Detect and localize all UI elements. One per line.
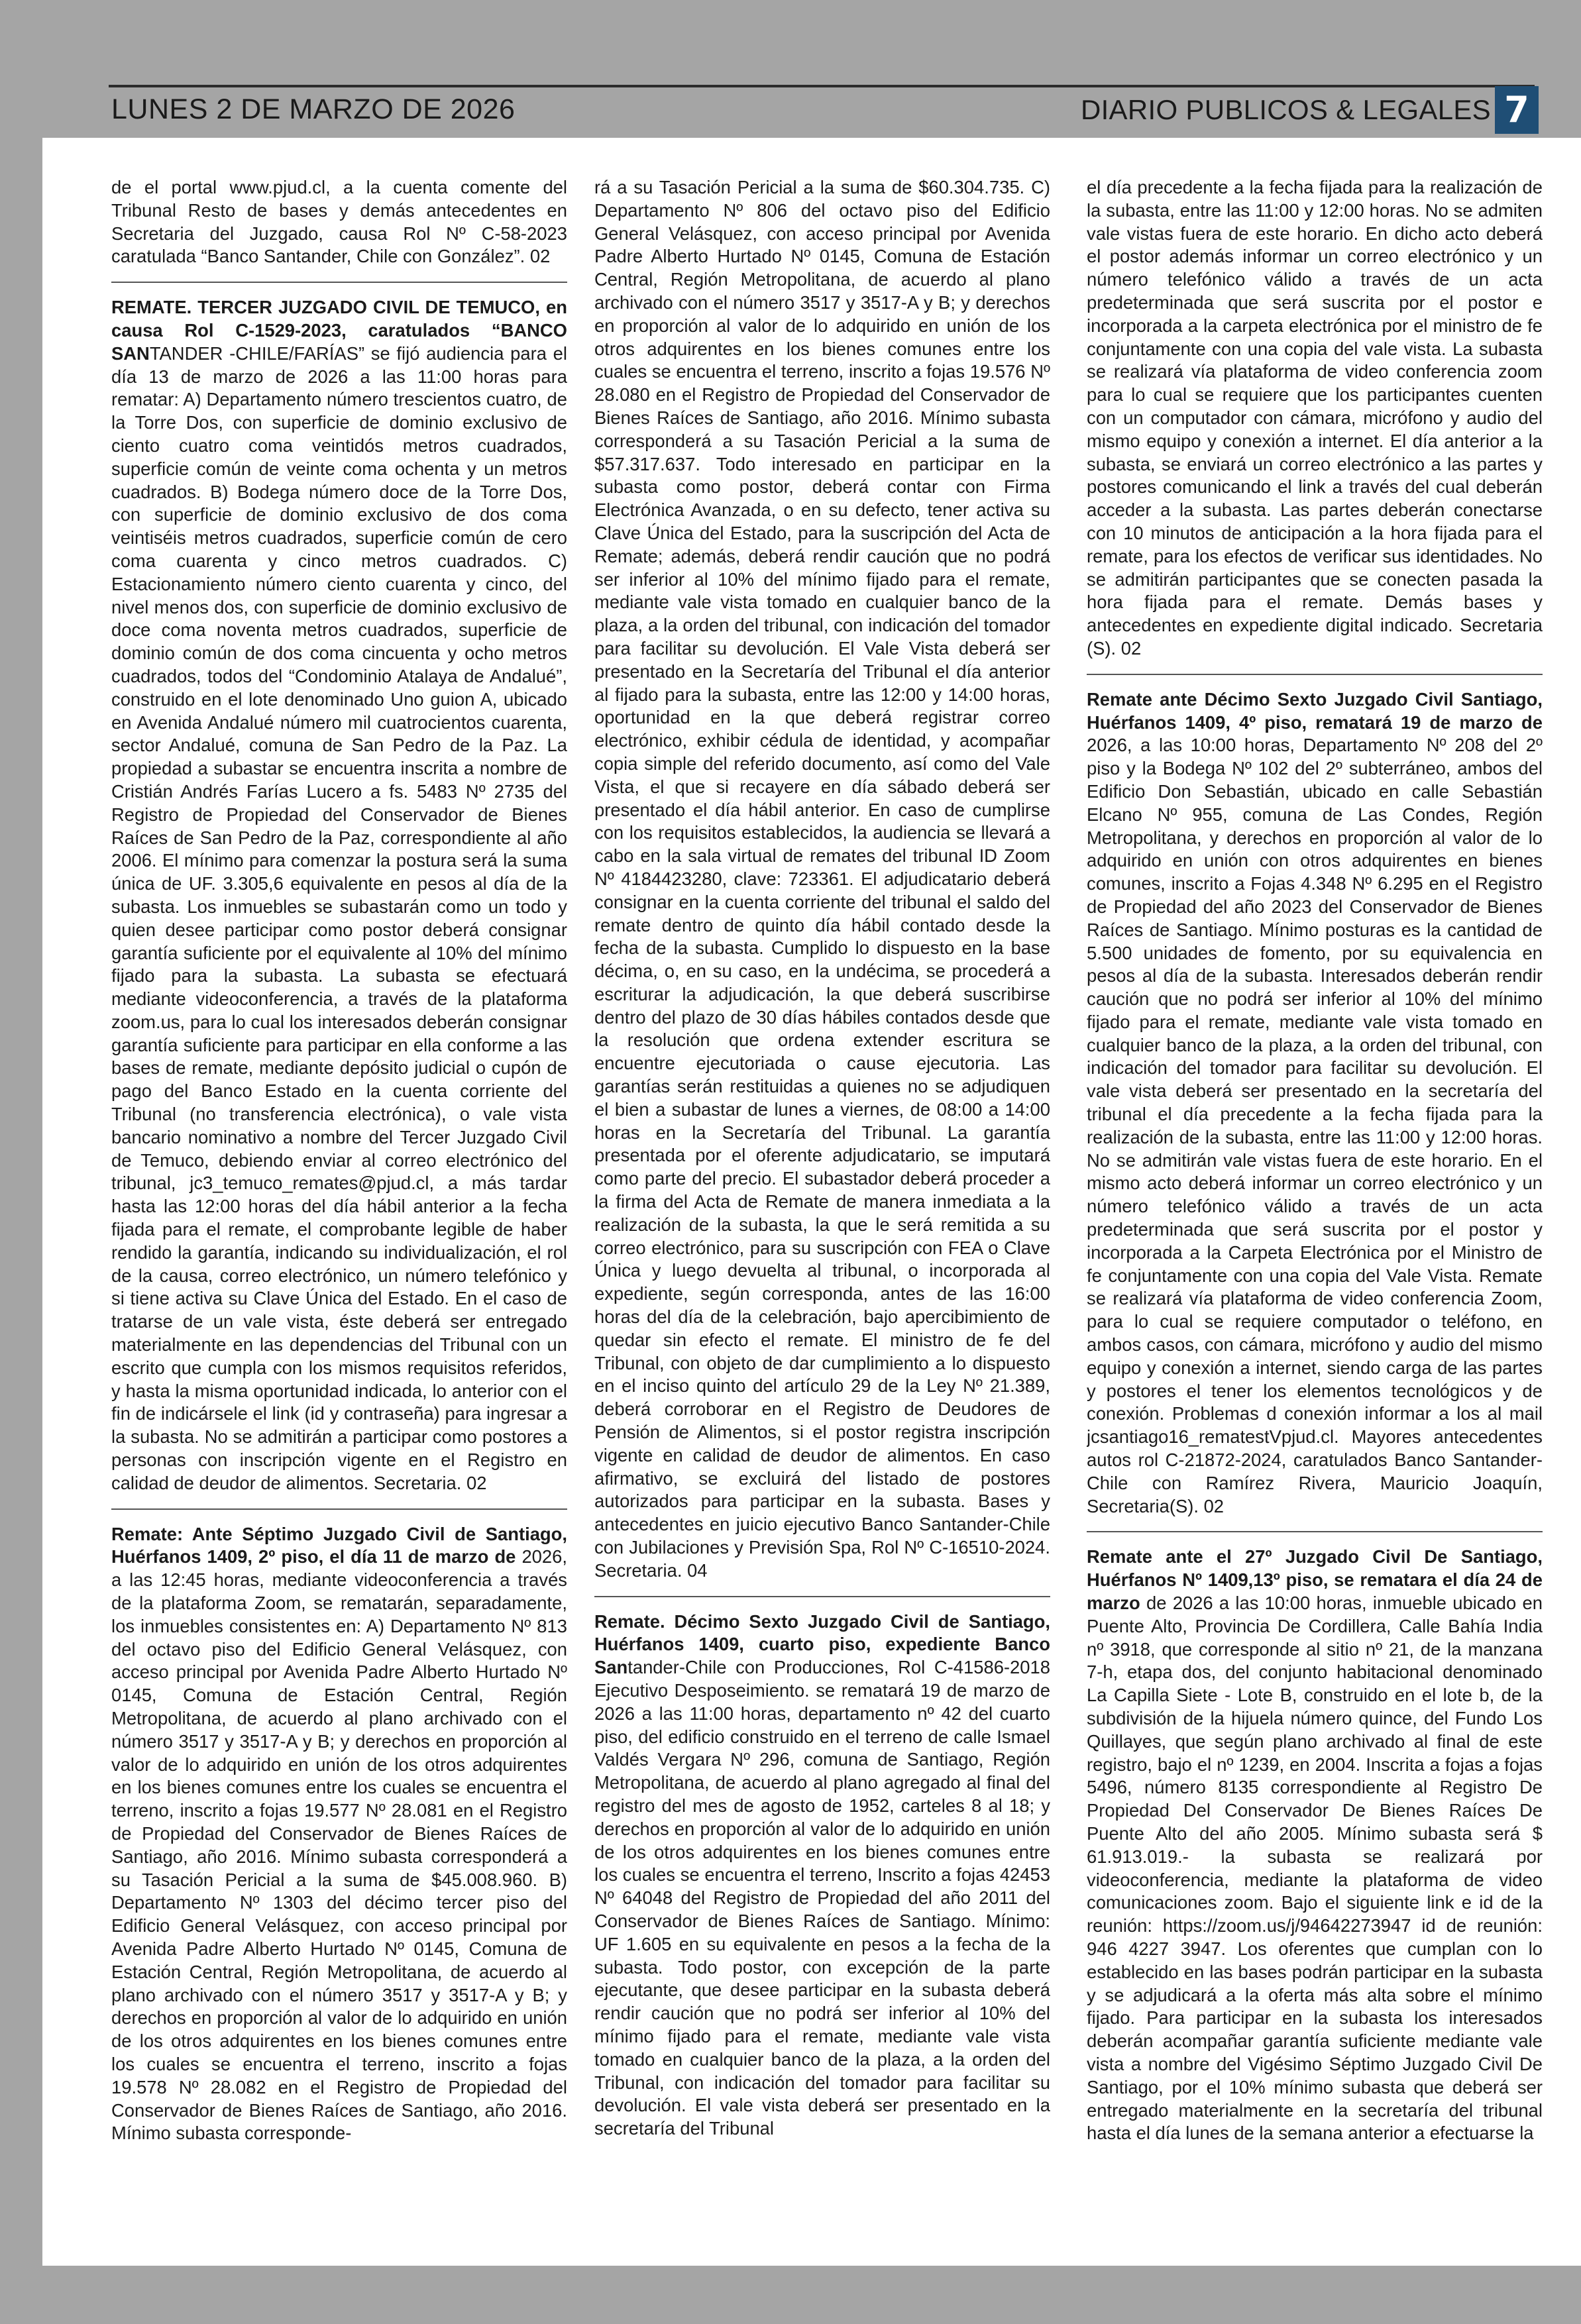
notice-body: de 2026 a las 10:00 horas, inmueble ubicado en Puente Alto, Provincia De Cordillera, Calle Bahía India nº 3918, que corresponde al sitio nº 21, de la manzana 7-h, etapa dos, del conjunto habitacional denominado La Capilla Siete - Lote B, construido en el lote b, de la subdivisión de la hijuela número quince, del Fundo Los Quillayes, que según plano archivado al final de este registro, bajo el nº 1239, en 2004. Inscrita a fojas a fojas 5496, número 8135 correspondiente al Registro De Propiedad Del Conservador De Bienes Raíces De Puente Alto del año 2005. Mínimo subasta será $ 61.913.019.- la subasta se realizará por videoconferencia, mediante la plataforma de video comunicaciones zoom. Bajo el siguiente link e id de la reunión: https://zoom.us/j/94642273947 id de reunión: 946 4227 3947. Los oferentes que cumplan con lo establecido en las bases podrán participar en la subasta y se adjudicará a la oferta más alta sobre el mínimo fijado. Para participar en la subasta los interesados deberán acompañar garantía suficiente mediante vale vista a nombre del Vigésimo Séptimo Juzgado Civil De Santiago, por el 10% mínimo subasta que deberá ser entregado materialmente en la secretaría del tribunal hasta el día lunes de la semana anterior a efectuarse la: [1087, 1593, 1543, 2144]
newspaper-page: [42, 138, 1581, 2266]
column-2: [594, 176, 1050, 2256]
page-number-badge: 7: [1495, 86, 1539, 134]
notice-remate-las-condes: [1087, 674, 1543, 1518]
notice-lead: REMATE. TERCER JUZGADO CIVIL DE TEMUCO, en causa Rol C-1529-2023, caratulados “BANCO SAN: [111, 297, 567, 364]
notice-remate-decimo-sexto: [594, 1596, 1050, 2140]
page-header: [0, 0, 1581, 138]
notice-lead: Remate. Décimo Sexto Juzgado Civil de Santiago, Huérfanos 1409, cuarto piso, expediente Banco San: [594, 1611, 1050, 1678]
notice-continuation: [1087, 176, 1543, 660]
notice-body: 2026, a las 10:00 horas, Departamento Nº 208 del 2º piso y la Bodega Nº 102 del 2º subterráneo, ambos del Edificio Don Sebastián, ubicado en calle Sebastián Elcano Nº 955, comuna de Las Condes, Región Metropolitana, y derechos en proporción al valor de lo adquirido en unión con otros adquirentes en bienes comunes, inscrito a Fojas 4.348 Nº 6.295 en el Registro de Propiedad del año 2023 del Conservador de Bienes Raíces de Santiago. Mínimo posturas es la cantidad de 5.500 unidades de fomento, por su equivalencia en pesos al día de la subasta. Interesados deberán rendir caución que no podrá ser inferior al 10% del mínimo fijado para el remate, mediante vale vista tomado en cualquier banco de la plaza, a la orden del tribunal, con indicación del tomador para facilitar su devolución. El vale vista deberá ser presentado en la secretaría del tribunal el día precedente a la fecha fijada para la realización de la subasta, entre las 11:00 y 12:00 horas. No se admitirán vale vistas fuera de este horario. En el mismo acto deberá informar un correo electrónico y un número telefónico válido a través de un acta predeterminada que será suscrita por el postor y incorporada a la Carpeta Electrónica por el Ministro de fe conjuntamente con una copia del Vale Vista. Remate se realizará vía plataforma de video conferencia Zoom, para lo cual se requiere computador o teléfono, en ambos casos, con cámara, micrófono y audio del mismo equipo y conexión a internet, siendo carga de las partes y postores el tener los elementos tecnológicos y de conexión. Problemas d conexión informar a los al mail jcsantiago16_rematestVpjud.cl. Mayores antecedentes autos rol C-21872-2024, caratulados Banco Santander-Chile con Ramírez Rivera, Mauricio Joaquín, Secretaria(S). 02: [1087, 735, 1543, 1516]
notice-lead: Remate: Ante Séptimo Juzgado Civil de Santiago, Huérfanos 1409, 2º piso, el día 11 de marzo de: [111, 1523, 567, 1567]
notice-lead: Remate ante Décimo Sexto Juzgado Civil Santiago, Huérfanos 1409, 4º piso, rematará 19 de marzo de: [1087, 688, 1543, 733]
notice-body: rá a su Tasación Pericial a la suma de $60.304.735. C) Departamento Nº 806 del octavo piso del Edificio General Velásquez, con acceso principal por Avenida Padre Alberto Hurtado Nº 0145, Comuna de Estación Central, Región Metropolitana, de acuerdo al plano archivado con el número 3517 y 3517-A y B; y derechos en proporción al valor de lo adquirido en unión de los otros adquirentes en los bienes comunes entre los cuales se encuentra el terreno, inscrito a fojas 19.576 Nº 28.080 en el Registro de Propiedad del Conservador de Bienes Raíces de Santiago, año 2016. Mínimo subasta corresponderá a su Tasación Pericial a la suma de $57.317.637. Todo interesado en participar en la subasta como postor, deberá contar con Firma Electrónica Avanzada, o en su defecto, tener activa su Clave Única del Estado, para la suscripción del Acta de Remate; además, deberá rendir caución que no podrá ser inferior al 10% del mínimo fijado para el remate, mediante vale vista tomado en cualquier banco de la plaza, a la orden del tribunal, con indicación del tomador para facilitar su devolución. El Vale Vista deberá ser presentado en la Secretaría del Tribunal el día anterior al fijado para la subasta, entre las 12:00 y 14:00 horas, oportunidad en la que deberá registrar correo electrónico, exhibir cédula de identidad, y acompañar copia simple del referido documento, así como del Vale Vista, el que si recayere en día sábado deberá ser presentado el día hábil anterior. En caso de cumplirse con los requisitos establecidos, la audiencia se llevará a cabo en la sala virtual de remates del tribunal ID Zoom Nº 4184423280, clave: 723361. El adjudicatario deberá consignar en la cuenta corriente del tribunal el saldo del remate dentro de quinto día hábil contado desde la fecha de la subasta. Cumplido lo dispuesto en la base décima, o, en su caso, en la undécima, se procederá a escriturar la adjudicación, la que deberá suscribirse dentro del plazo de 30 días hábiles contados desde que la resolución que ordena extender escritura se encuentre ejecutoriada o cause ejecutoria. Las garantías serán restituidas a quienes no se adjudiquen el bien a subastar de lunes a viernes, de 08:00 a 14:00 horas en la Secretaría del Tribunal. La garantía presentada por el oferente adjudicatario, se imputará como parte del precio. El subastador deberá proceder a la firma del Acta de Remate de manera inmediata a la realización de la subasta, la que le será remitida a su correo electrónico, para su suscripción con FEA o Clave Única y luego devuelta al tribunal, o incorporada al expediente, según corresponda, antes de las 16:00 horas del día de la celebración, bajo apercibimiento de quedar sin efecto el remate. El ministro de fe del Tribunal, con objeto de dar cumplimiento a lo dispuesto en el inciso quinto del artículo 29 de la Ley Nº 21.389, deberá corroborar en el Registro de Deudores de Pensión de Alimentos, si el postor registra inscripción vigente en calidad de deudor de alimentos. En caso afirmativo, se excluirá del listado de postores autorizados para participar en la subasta. Bases y antecedentes en juicio ejecutivo Banco Santander-Chile con Jubilaciones y Previsión Spa, Rol Nº C-16510-2024. Secretaria. 04: [594, 177, 1050, 1581]
notice-body: de el portal www.pjud.cl, a la cuenta comente del Tribunal Resto de bases y demás antecedentes en Secretaria del Juzgado, causa Rol Nº C-58-2023 caratulada “Banco Santander, Chile con González”. 02: [111, 177, 567, 267]
issue-date: LUNES 2 DE MARZO DE 2026: [111, 93, 516, 125]
notice-body: el día precedente a la fecha fijada para la realización de la subasta, entre las 11:00 y 12:00 horas. No se admiten vale vistas fuera de este horario. En dicho acto deberá el postor además informar un correo electrónico y un número telefónico válido a través de un acta predeterminada que será suscrita por el postor e incorporada a la carpeta electrónica por el ministro de fe conjuntamente con una copia del vale vista. La subasta se realizará vía plataforma de video conferencia zoom para lo cual se requiere que los participantes cuenten con un computador con cámara, micrófono y audio del mismo equipo y conexión a internet. El día anterior a la subasta, se enviará un correo electrónico a las partes y postores comunicando el link a través del cual deberán acceder a la subasta. Las partes deberán conectarse con 10 minutos de anticipación a la hora fijada para el remate, para los efectos de verificar sus identidades. No se admitirán participantes que se conecten pasada la hora fijada para el remate. Demás bases y antecedentes en expediente digital indicado. Secretaria (S). 02: [1087, 177, 1543, 659]
notice-lead: Remate ante el 27º Juzgado Civil De Santiago, Huérfanos Nº 1409,13º piso, se rematara el día 24 de marzo: [1087, 1546, 1543, 1614]
publication-title: DIARIO PUBLICOS & LEGALES: [1080, 94, 1491, 125]
notice-continuation: [594, 176, 1050, 1583]
column-1: [111, 176, 567, 2256]
notice-body: tander-Chile con Producciones, Rol C-41586-2018 Ejecutivo Desposeimiento. se rematará 19 de marzo de 2026 a las 11:00 horas, departamento nº 42 del cuarto piso, del edificio construido en el terreno de calle Ismael Valdés Vergara Nº 296, comuna de Santiago, Región Metropolitana, de acuerdo al plano agregado al final del registro del mes de agosto de 1952, carteles 8 al 18; y derechos en proporción al valor de lo adquirido en unión de los otros adquirentes en los bienes comunes entre los cuales se encuentra el terreno, Inscrito a fojas 42453 Nº 64048 del Registro de Propiedad del año 2011 del Conservador de Bienes Raíces de Santiago. Mínimo: UF 1.605 en su equivalente en pesos a la fecha de la subasta. Todo postor, con excepción de la parte ejecutante, que desee participar en la subasta deberá rendir caución que no podrá ser inferior al 10% del mínimo fijado para el remate, mediante vale vista tomado en cualquier banco de la plaza, a la orden del Tribunal, con indicación del tomador para facilitar su devolución. El vale vista deberá ser presentado en la secretaría del Tribunal: [594, 1657, 1050, 2139]
notice-body: 2026, a las 12:45 horas, mediante videoconferencia a través de la plataforma Zoom, se rematarán, separadamente, los inmuebles consistentes en: A) Departamento Nº 813 del octavo piso del Edificio General Velásquez, con acceso principal por Avenida Padre Alberto Hurtado Nº 0145, Comuna de Estación Central, Región Metropolitana, de acuerdo al plano archivado con el número 3517 y 3517-A y B; y derechos en proporción al valor de lo adquirido en unión de los otros adquirentes en los bienes comunes entre los cuales se encuentra el terreno, inscrito a fojas 19.577 Nº 28.081 en el Registro de Propiedad del Conservador de Bienes Raíces de Santiago, año 2016. Mínimo subasta corresponderá a su Tasación Pericial a la suma de $45.008.960. B) Departamento Nº 1303 del décimo tercer piso del Edificio General Velásquez, con acceso principal por Avenida Padre Alberto Hurtado Nº 0145, Comuna de Estación Central, Región Metropolitana, de acuerdo al plano archivado con el número 3517 y 3517-A y B; y derechos en proporción al valor de lo adquirido en unión de los otros adquirentes en los bienes comunes entre los cuales se encuentra el terreno, inscrito a fojas 19.578 Nº 28.082 en el Registro de Propiedad del Conservador de Bienes Raíces de Santiago, año 2016. Mínimo subasta corresponde-: [111, 1546, 567, 2144]
column-3: [1087, 176, 1543, 2256]
notice-remate-27-juzgado: [1087, 1531, 1543, 2145]
notice-continuation: [111, 176, 567, 268]
notice-remate-septimo: [111, 1508, 567, 2146]
notice-body: TANDER -CHILE/FARÍAS” se fijó audiencia para el día 13 de marzo de 2026 a las 11:00 horas para rematar: A) Departamento número trescientos cuatro, de la Torre Dos, con superficie de dominio exclusivo de ciento cuatro coma veintidós metros cuadrados, superficie común de veinte coma ochenta y un metros cuadrados. B) Bodega número doce de la Torre Dos, con superficie de dominio exclusivo de dos coma veintiséis metros cuadrados, superficie común de cero coma cuarenta y cinco metros cuadrados. C) Estacionamiento número ciento cuarenta y cinco, del nivel menos dos, con superficie de dominio exclusivo de doce coma noventa metros cuadrados, superficie de dominio común de dos coma cincuenta y ocho metros cuadrados, todos del “Condominio Atalaya de Andalué”, construido en el lote denominado Uno guion A, ubicado en Avenida Andalué número mil cuatrocientos cuarenta, sector Andalué, comuna de San Pedro de la Paz. La propiedad a subastar se encuentra inscrita a nombre de Cristián Andrés Farías Lucero a fs. 5483 Nº 2735 del Registro de Propiedad del Conservador de Bienes Raíces de San Pedro de la Paz, correspondiente al año 2006. El mínimo para comenzar la postura será la suma única de UF. 3.305,6 equivalente en pesos al día de la subasta. Los inmuebles se subastarán como un todo y quien desee participar como postor deberá consignar garantía suficiente por el equivalente al 10% del mínimo fijado para la subasta. La subasta se efectuará mediante videoconferencia, a través de la plataforma zoom.us, para lo cual los interesados deberán consignar garantía suficiente para participar en ella conforme a las bases de remate, mediante depósito judicial o cupón de pago del Banco Estado en la cuenta corriente del Tribunal (no transferencia electrónica), o vale vista bancario nominativo a nombre del Tercer Juzgado Civil de Temuco, debiendo enviar al correo electrónico del tribunal, jc3_temuco_remates@pjud.cl, a más tardar hasta las 12:00 horas del día hábil anterior a la fecha fijada para el remate, el comprobante legible de haber rendido la garantía, indicando su individualización, el rol de la causa, correo electrónico, un número telefónico y si tiene activa su Clave Única del Estado. En el caso de tratarse de un vale vista, éste deberá ser entregado materialmente en las dependencias del Tribunal con un escrito que cumpla con los mismos requisitos referidos, y hasta la misma oportunidad indicada, lo anterior con el fin de indicársele el link (id y contraseña) para ingresar a la subasta. No se admitirán a participar como postores a personas con inscripción vigente en el Registro en calidad de deudor de alimentos. Secretaria. 02: [111, 343, 567, 1493]
notice-remate-temuco: [111, 282, 567, 1495]
